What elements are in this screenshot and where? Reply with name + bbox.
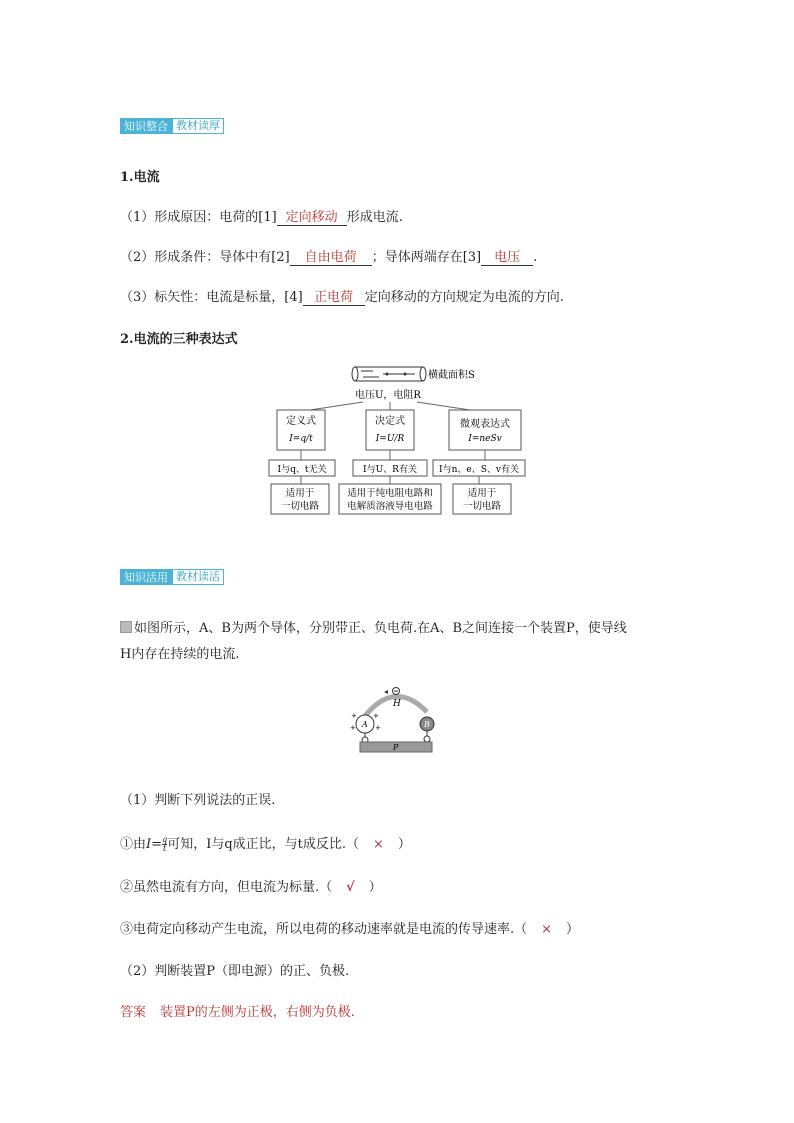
wrong-mark-3: × (541, 922, 553, 937)
svg-text:I与U、R有关: I与U、R有关 (363, 465, 417, 475)
part2-prompt: （2）判断装置P（即电源）的正、负极. (120, 964, 350, 979)
answer-line (120, 1001, 355, 1020)
question-icon (120, 621, 132, 633)
svg-text:定义式: 定义式 (286, 416, 316, 427)
box-micro (449, 410, 521, 450)
label-H: H (393, 699, 401, 709)
formula-micro: I=neSv (468, 434, 502, 444)
statement-2: ②虽然电流有方向，但电流为标量.（ √ ） (120, 880, 382, 895)
tag-left: 知识活用 (120, 569, 172, 585)
answer-blank-3: 电压 (481, 250, 533, 266)
line-scalar: （3）标矢性：电流是标量，[4] 正电荷 定向移动的方向规定为电流的方向. (120, 290, 564, 305)
tag-right: 教材读厚 (172, 118, 224, 134)
answer-blank-4: 正电荷 (303, 290, 365, 306)
svg-text:适用于: 适用于 (285, 488, 315, 499)
svg-text:A: A (362, 720, 368, 729)
svg-text:微观表达式: 微观表达式 (460, 419, 510, 430)
line-cause: （1）形成原因：电荷的[1] 定向移动 形成电流. (120, 210, 403, 225)
conductor-icon (352, 367, 426, 381)
svg-text:+: + (350, 724, 356, 732)
svg-text:决定式: 决定式 (375, 416, 405, 427)
correct-mark-2: √ (346, 880, 355, 895)
svg-text:+: + (375, 724, 381, 732)
answer-blank-1: 定向移动 (277, 210, 347, 226)
section-tag-application (120, 569, 224, 585)
statement-1: ①由I= $\frac{q}{t}$ 可知，I与q成正比，与t成反比.（ × ） (120, 835, 411, 853)
section-tag-knowledge (120, 118, 224, 134)
svg-text:一切电路: 一切电路 (462, 501, 502, 512)
tag-left: 知识整合 (120, 118, 172, 134)
svg-text:B: B (424, 720, 430, 729)
statement-3: ③电荷定向移动产生电流，所以电荷的移动速率就是电流的传导速率.（ × ） (120, 922, 580, 937)
section-title-current: 1.电流 (120, 170, 160, 185)
svg-text:P: P (393, 743, 399, 752)
question-text-1: 如图所示，A、B为两个导体，分别带正、负电荷.在A、B之间连接一个装置P，使导线 (120, 617, 627, 636)
svg-text:电解质溶液导电电路: 电解质溶液导电电路 (347, 501, 433, 512)
section-title-expressions: 2.电流的三种表达式 (120, 332, 238, 347)
svg-text:适用于纯电阻电路和: 适用于纯电阻电路和 (347, 488, 433, 499)
svg-text:I与n、e、S、v有关: I与n、e、S、v有关 (439, 465, 519, 475)
svg-text:适用于: 适用于 (467, 488, 497, 499)
part1-prompt: （1）判断下列说法的正误. (120, 793, 276, 808)
svg-text:+: + (351, 712, 357, 720)
svg-text:I与q、t无关: I与q、t无关 (277, 465, 327, 475)
svg-text:一切电路: 一切电路 (280, 501, 320, 512)
question-text-2: H内存在持续的电流. (120, 647, 240, 662)
answer-text: 装置P的左侧为正极，右侧为负极. (160, 1005, 355, 1020)
formula-decision: I=U/R (375, 434, 405, 444)
tag-right: 教材读活 (172, 569, 224, 585)
voltage-label: 电压U，电阻R (355, 390, 421, 401)
answer-blank-2: 自由电荷 (290, 250, 372, 266)
current-expressions-diagram (255, 362, 545, 520)
line-condition: （2）形成条件：导体中有[2] 自由电荷 ；导体两端存在[3] 电压 . (120, 250, 538, 265)
cross-section-label: 横截面积S (428, 370, 475, 381)
svg-text:+: + (373, 712, 379, 720)
answer-label: 答案 (120, 1005, 147, 1020)
formula-definition: I=q/t (289, 434, 313, 444)
wrong-mark-1: × (373, 837, 384, 852)
conductor-figure (345, 684, 445, 754)
